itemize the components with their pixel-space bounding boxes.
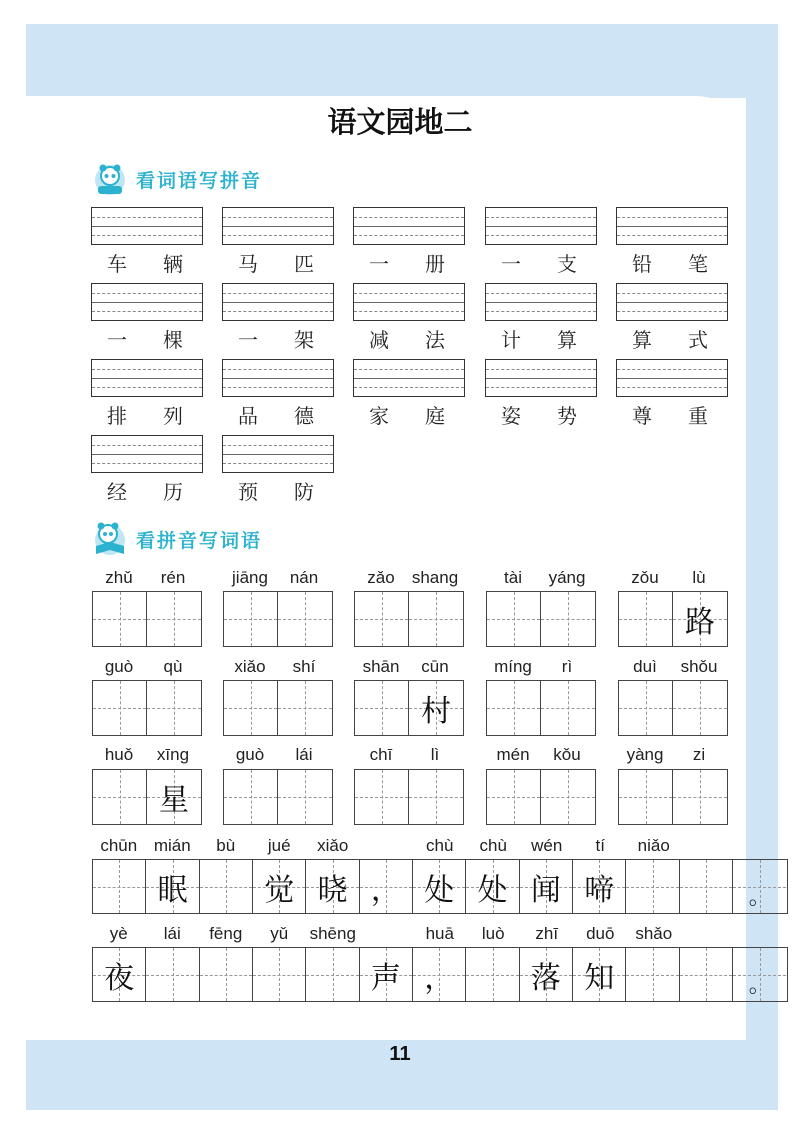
vocab-word: [616, 400, 728, 430]
writing-cell[interactable]: [147, 592, 201, 646]
given-char: [487, 592, 540, 646]
poem-pinyin: yǔ: [270, 924, 289, 943]
given-char: [673, 770, 727, 824]
given-char: [487, 770, 540, 824]
poem-char: 闻: [530, 872, 561, 908]
pinyin-label: zi: [692, 745, 706, 764]
pinyin-label: tài: [504, 568, 522, 587]
vocab-char: 一: [107, 328, 127, 352]
writing-cell[interactable]: [487, 592, 541, 646]
poem-cell[interactable]: [466, 948, 519, 1001]
poem-grid: [92, 859, 788, 914]
poem-char: 。: [748, 973, 771, 998]
given-char: 村: [421, 694, 451, 729]
poem-grid: [92, 947, 788, 1002]
writing-grid: [486, 769, 596, 825]
vocab-char: 算: [632, 328, 652, 352]
given-char: [147, 592, 201, 646]
pinyin-label: chī: [369, 745, 393, 764]
writing-cell[interactable]: [541, 681, 595, 735]
vocab-word: [616, 248, 728, 278]
vocab-word: [91, 476, 203, 506]
writing-cell[interactable]: [278, 681, 332, 735]
writing-grid: [92, 680, 202, 736]
writing-cell[interactable]: [619, 592, 673, 646]
writing-grid: [618, 769, 728, 825]
poem-pinyin: jué: [267, 836, 291, 855]
vocab-char: 架: [294, 328, 314, 352]
poem-pinyin: tí: [595, 836, 605, 855]
given-char: [224, 592, 277, 646]
pinyin-label: lì: [430, 745, 440, 764]
given-char: [224, 770, 277, 824]
poem-pinyin: yè: [109, 924, 128, 943]
poem-char: [626, 948, 678, 1001]
poem-cell[interactable]: [360, 948, 413, 1001]
writing-cell[interactable]: [355, 770, 409, 824]
vocab-char: 防: [294, 480, 314, 504]
poem-cell[interactable]: [573, 948, 626, 1001]
writing-cell[interactable]: [541, 592, 595, 646]
pinyin-answer-box[interactable]: [485, 359, 597, 397]
panda-writing-icon: [90, 158, 132, 200]
writing-cell[interactable]: [147, 770, 201, 824]
given-char: [673, 681, 727, 735]
writing-grid: [354, 769, 464, 825]
vocab-char: 减: [369, 328, 389, 352]
poem-cell[interactable]: [306, 860, 359, 913]
pinyin-label: qù: [163, 657, 183, 676]
vocab-word: [222, 248, 334, 278]
poem-pinyin: shǎo: [635, 924, 673, 943]
pinyin-answer-box[interactable]: [485, 207, 597, 245]
vocab-char: 支: [557, 252, 577, 276]
page-title: 语文园地二: [327, 105, 473, 139]
pinyin-label: lù: [692, 568, 706, 587]
poem-char: [626, 860, 678, 913]
vocab-char: 一: [369, 252, 389, 276]
writing-cell[interactable]: [673, 770, 727, 824]
poem-pinyin: lái: [163, 924, 181, 943]
writing-cell[interactable]: [355, 592, 409, 646]
vocab-word: [91, 324, 203, 354]
vocab-char: 辆: [163, 252, 183, 276]
section1-heading: 看词语写拼音: [136, 169, 263, 192]
poem-pinyin: chù: [426, 836, 454, 855]
vocab-char: 法: [425, 328, 445, 352]
poem-char: 夜: [104, 960, 135, 996]
vocab-char: 预: [238, 480, 258, 504]
poem-cell[interactable]: [466, 860, 519, 913]
given-char: [541, 770, 595, 824]
writing-grid: [92, 769, 202, 825]
poem-cell[interactable]: [253, 860, 306, 913]
vocab-word: [485, 400, 597, 430]
poem-pinyin: zhī: [535, 924, 559, 943]
poem-char: [146, 948, 198, 1001]
given-char: 星: [159, 783, 189, 818]
poem-char: [93, 860, 145, 913]
vocab-char: 排: [107, 404, 127, 428]
writing-cell[interactable]: [355, 681, 409, 735]
pinyin-label: guò: [235, 745, 265, 764]
poem-cell[interactable]: [573, 860, 626, 913]
vocab-char: 棵: [163, 328, 183, 352]
poem-pinyin: xiǎo: [317, 836, 349, 855]
writing-cell[interactable]: [93, 592, 147, 646]
poem-char: ，: [370, 872, 401, 908]
poem-pinyin: chūn: [100, 836, 138, 855]
vocab-word: [91, 248, 203, 278]
poem-cell[interactable]: [253, 948, 306, 1001]
vocab-char: 册: [425, 252, 445, 276]
vocab-word: [485, 248, 597, 278]
panda-reading-icon: [90, 518, 132, 560]
vocab-char: 经: [107, 480, 127, 504]
pinyin-label: shí: [292, 657, 316, 676]
poem-cell[interactable]: [200, 948, 253, 1001]
poem-pinyin: wén: [531, 836, 563, 855]
writing-grid: [223, 769, 333, 825]
vocab-char: 历: [163, 480, 183, 504]
poem-char: 眠: [157, 872, 188, 908]
writing-cell[interactable]: [541, 770, 595, 824]
poem-cell[interactable]: [626, 860, 679, 913]
writing-cell[interactable]: [224, 681, 278, 735]
given-char: [93, 592, 146, 646]
writing-cell[interactable]: [673, 681, 727, 735]
poem-char: 处: [424, 872, 455, 908]
poem-char: 知: [584, 960, 615, 996]
poem-char: [200, 948, 252, 1001]
poem-cell[interactable]: [360, 860, 413, 913]
poem-pinyin: niǎo: [637, 836, 670, 855]
given-char: [619, 592, 672, 646]
poem-char: [200, 860, 252, 913]
given-char: [147, 681, 201, 735]
vocab-word: [353, 324, 465, 354]
pinyin-answer-box[interactable]: [222, 207, 334, 245]
poem-cell[interactable]: [200, 860, 253, 913]
given-char: [487, 681, 540, 735]
poem-cell[interactable]: [520, 860, 573, 913]
given-char: 路: [685, 605, 715, 640]
writing-grid: [618, 591, 728, 647]
poem-cell[interactable]: [680, 948, 733, 1001]
poem-char: 。: [748, 885, 771, 910]
vocab-char: 匹: [294, 252, 314, 276]
poem-char: [466, 948, 518, 1001]
given-char: [409, 770, 463, 824]
poem-cell[interactable]: [680, 860, 733, 913]
poem-pinyin: luò: [481, 924, 505, 943]
pinyin-label: rén: [160, 568, 186, 587]
poem-cell[interactable]: [93, 860, 146, 913]
pinyin-answer-box[interactable]: [222, 283, 334, 321]
pinyin-label: yàng: [626, 745, 664, 764]
poem-pinyin: duō: [586, 924, 615, 943]
pinyin-answer-box[interactable]: [222, 435, 334, 473]
writing-grid: [354, 680, 464, 736]
vocab-word: [91, 400, 203, 430]
pinyin-answer-box[interactable]: [222, 359, 334, 397]
poem-pinyin: fēng: [209, 924, 243, 943]
vocab-word: [616, 324, 728, 354]
poem-cell[interactable]: [733, 948, 786, 1001]
writing-grid: [618, 680, 728, 736]
given-char: [278, 681, 332, 735]
poem-cell[interactable]: [413, 860, 466, 913]
vocab-char: 德: [294, 404, 314, 428]
poem-char: 觉: [264, 872, 295, 908]
pinyin-answer-box[interactable]: [91, 283, 203, 321]
writing-cell[interactable]: [619, 770, 673, 824]
pinyin-label: míng: [494, 657, 532, 676]
poem-cell[interactable]: [146, 948, 199, 1001]
poem-cell[interactable]: [146, 860, 199, 913]
vocab-char: 算: [557, 328, 577, 352]
given-char: [619, 681, 672, 735]
pinyin-label: xīng: [156, 745, 190, 764]
pinyin-answer-box[interactable]: [353, 283, 465, 321]
pinyin-label: zhǔ: [105, 568, 133, 587]
given-char: [619, 770, 672, 824]
writing-cell[interactable]: [409, 592, 463, 646]
writing-cell[interactable]: [673, 592, 727, 646]
poem-char: [680, 948, 732, 1001]
writing-grid: [486, 680, 596, 736]
vocab-word: [222, 324, 334, 354]
vocab-char: 计: [501, 328, 521, 352]
pinyin-label: duì: [633, 657, 657, 676]
given-char: [278, 770, 332, 824]
pinyin-label: nán: [289, 568, 319, 587]
pinyin-label: lái: [295, 745, 313, 764]
poem-char: ，: [424, 960, 455, 996]
page-number: 11: [389, 1043, 411, 1065]
given-char: [93, 770, 146, 824]
pinyin-answer-box[interactable]: [616, 359, 728, 397]
pinyin-label: rì: [561, 657, 573, 676]
poem-char: 处: [477, 872, 508, 908]
pinyin-answer-box[interactable]: [91, 435, 203, 473]
poem-cell[interactable]: [306, 948, 359, 1001]
vocab-char: 一: [238, 328, 258, 352]
vocab-word: [222, 476, 334, 506]
given-char: [93, 681, 146, 735]
pinyin-label: kǒu: [553, 745, 581, 764]
poem-cell[interactable]: [413, 948, 466, 1001]
writing-cell[interactable]: [487, 770, 541, 824]
poem-char: 落: [530, 960, 561, 996]
given-char: [409, 592, 463, 646]
given-char: [224, 681, 277, 735]
pinyin-answer-box[interactable]: [353, 359, 465, 397]
writing-cell[interactable]: [147, 681, 201, 735]
pinyin-label: guò: [104, 657, 134, 676]
vocab-word: [353, 248, 465, 278]
pinyin-label: xiǎo: [234, 657, 266, 676]
writing-grid: [223, 591, 333, 647]
section2-header: [90, 518, 262, 560]
vocab-char: 列: [163, 404, 183, 428]
vocab-char: 铅: [632, 252, 652, 276]
pinyin-label: zǒu: [631, 568, 659, 587]
pinyin-label: cūn: [421, 657, 449, 676]
pinyin-answer-box[interactable]: [353, 207, 465, 245]
given-char: [541, 592, 595, 646]
pinyin-label: zǎo: [367, 568, 395, 587]
poem-cell[interactable]: [93, 948, 146, 1001]
pinyin-label: huǒ: [104, 745, 134, 764]
section2-heading: 看拼音写词语: [136, 529, 263, 552]
given-char: [278, 592, 332, 646]
vocab-char: 尊: [632, 404, 652, 428]
given-char: [355, 770, 408, 824]
writing-cell[interactable]: [93, 681, 147, 735]
poem-char: 声: [370, 960, 401, 996]
pinyin-label: shǒu: [680, 657, 718, 676]
writing-cell[interactable]: [224, 770, 278, 824]
given-char: [355, 681, 408, 735]
writing-cell[interactable]: [93, 770, 147, 824]
vocab-word: [353, 400, 465, 430]
writing-cell[interactable]: [409, 770, 463, 824]
poem-pinyin: chù: [479, 836, 507, 855]
pinyin-answer-box[interactable]: [91, 359, 203, 397]
writing-grid: [92, 591, 202, 647]
vocab-char: 庭: [425, 404, 445, 428]
poem-char: 晓: [317, 872, 348, 908]
top-band: [26, 24, 778, 98]
poem-char: [306, 948, 358, 1001]
writing-cell[interactable]: [487, 681, 541, 735]
vocab-word: [485, 324, 597, 354]
section1-header: [90, 158, 262, 200]
poem-cell[interactable]: [626, 948, 679, 1001]
pinyin-label: shang: [411, 568, 459, 587]
writing-cell[interactable]: [224, 592, 278, 646]
writing-cell[interactable]: [619, 681, 673, 735]
poem-char: [253, 948, 305, 1001]
vocab-char: 姿: [501, 404, 521, 428]
pinyin-label: mén: [496, 745, 530, 764]
vocab-char: 马: [238, 252, 258, 276]
vocab-char: 家: [369, 404, 389, 428]
pinyin-label: shān: [362, 657, 400, 676]
writing-grid: [486, 591, 596, 647]
poem-pinyin: shēng: [309, 924, 356, 943]
pinyin-answer-box[interactable]: [616, 283, 728, 321]
poem-pinyin: bù: [216, 836, 236, 855]
vocab-char: 笔: [688, 252, 708, 276]
poem-pinyin: mián: [153, 836, 191, 855]
pinyin-answer-box[interactable]: [616, 207, 728, 245]
writing-cell[interactable]: [409, 681, 463, 735]
writing-cell[interactable]: [278, 592, 332, 646]
vocab-char: 一: [501, 252, 521, 276]
writing-cell[interactable]: [278, 770, 332, 824]
given-char: [541, 681, 595, 735]
poem-char: 啼: [584, 872, 615, 908]
poem-cell[interactable]: [733, 860, 786, 913]
pinyin-answer-box[interactable]: [485, 283, 597, 321]
vocab-char: 品: [238, 404, 258, 428]
writing-grid: [223, 680, 333, 736]
vocab-word: [222, 400, 334, 430]
vocab-char: 势: [557, 404, 577, 428]
vocab-char: 车: [107, 252, 127, 276]
pinyin-label: yáng: [548, 568, 586, 587]
poem-char: [680, 860, 732, 913]
poem-cell[interactable]: [520, 948, 573, 1001]
given-char: [355, 592, 408, 646]
pinyin-label: jiāng: [232, 568, 268, 587]
vocab-char: 重: [688, 404, 708, 428]
writing-grid: [354, 591, 464, 647]
pinyin-answer-box[interactable]: [91, 207, 203, 245]
poem-pinyin: huā: [425, 924, 454, 943]
vocab-char: 式: [688, 328, 708, 352]
